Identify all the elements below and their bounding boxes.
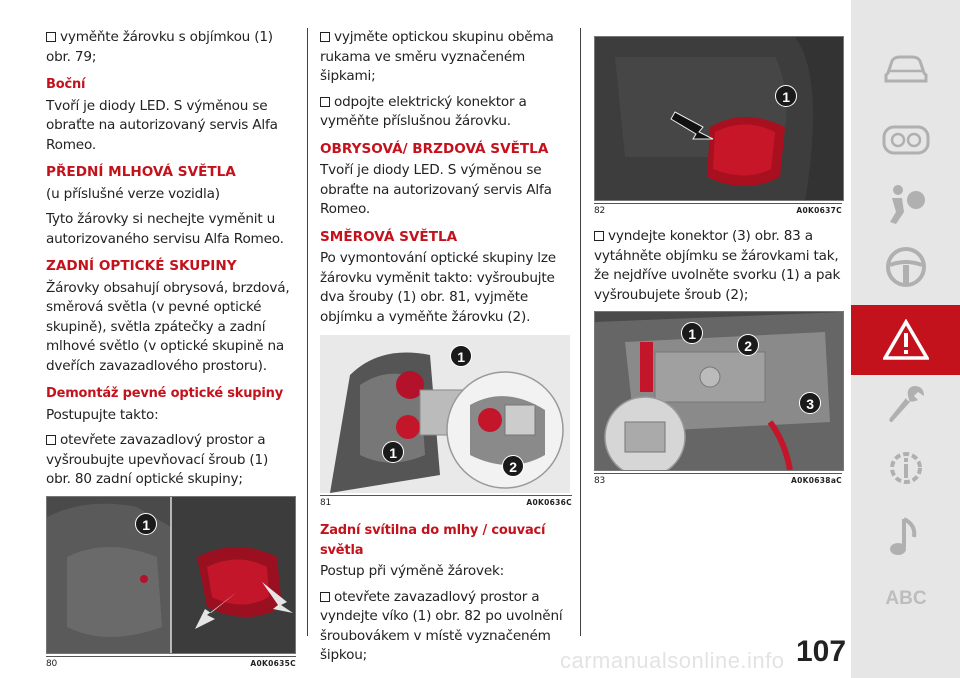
- figure-number: 81: [320, 498, 332, 508]
- figure-80-illustration: [47, 497, 296, 654]
- watermark: carmanualsonline.info: [560, 648, 785, 673]
- column-3: [594, 36, 842, 487]
- paragraph: Postupujte takto:: [46, 406, 159, 423]
- figure-81-illustration: [320, 335, 570, 493]
- paragraph: Po vymontování optické skupiny lze žárovku vyměnit takto: vyšroubujte dva šrouby (1) obr. 81, vyjměte objímku a vyměňte žárovku (2).: [320, 250, 556, 325]
- airbag-icon[interactable]: [881, 182, 931, 226]
- dashboard-icon[interactable]: [881, 118, 931, 162]
- column-divider: [580, 28, 581, 636]
- gear-info-icon[interactable]: [881, 446, 931, 490]
- chapter-sidebar: [851, 0, 960, 678]
- callout-1: 1: [135, 513, 157, 535]
- figure-83: [594, 311, 844, 471]
- wrench-icon[interactable]: [881, 382, 931, 426]
- callout-2: 2: [737, 334, 759, 356]
- section-heading: Boční: [46, 77, 86, 92]
- paragraph: (u příslušné verze vozidla): [46, 185, 220, 202]
- figure-number: 83: [594, 476, 606, 486]
- figure-code: A0K0636C: [526, 498, 572, 507]
- section-heading: OBRYSOVÁ/ BRZDOVÁ SVĚTLA: [320, 140, 549, 157]
- callout-1: 1: [382, 441, 404, 463]
- figure-number: 80: [46, 658, 58, 669]
- figure-82-illustration: [595, 37, 843, 201]
- callout-2: 2: [502, 455, 524, 477]
- section-heading: ZADNÍ OPTICKÉ SKUPINY: [46, 258, 237, 274]
- warning-triangle-icon[interactable]: [881, 318, 931, 362]
- bullet-text: otevřete zavazadlový prostor a vyndejte víko (1) obr. 82 po uvolnění šroubovákem v místě vyznačeném šipkou;: [320, 588, 563, 663]
- page-number: 107: [796, 635, 847, 668]
- paragraph: Postup při výměně žárovek:: [320, 563, 505, 579]
- section-heading: Zadní svítilna do mlhy / couvací světla: [320, 523, 546, 558]
- steering-wheel-icon[interactable]: [881, 245, 931, 289]
- bullet-text: vyměňte žárovku s objímkou (1) obr. 79;: [46, 29, 273, 65]
- figure-82: [594, 36, 844, 201]
- car-icon[interactable]: [881, 48, 931, 92]
- callout-1: 1: [681, 322, 703, 344]
- bullet-text: vyndejte konektor (3) obr. 83 a vytáhněte objímku se žárovkami tak, že nejdříve uvolněte svorku (1) a pak vyšroubujete šroub (2);: [594, 228, 841, 303]
- figure-caption: [46, 656, 296, 670]
- figure-code: A0K0637C: [796, 206, 842, 215]
- checkbox-bullet-icon: [46, 435, 56, 445]
- paragraph: Žárovky obsahují obrysová, brzdová, směrová světla (v pevné optické skupině), světla zpátečky a zadní mlhové světlo (v optické skupině na dveřích zavazadlového prostoru).: [46, 279, 290, 374]
- figure-caption: [320, 495, 572, 509]
- bullet-text: vyjměte optickou skupinu oběma rukama ve směru vyznačeném šipkami;: [320, 29, 554, 84]
- figure-80: [46, 496, 296, 654]
- callout-3: 3: [799, 392, 821, 414]
- paragraph: Tyto žárovky si nechejte vyměnit u autorizovaného servisu Alfa Romeo.: [46, 211, 284, 247]
- column-divider: [307, 28, 308, 636]
- column-2: [320, 28, 572, 672]
- figure-number: 82: [594, 206, 606, 216]
- bullet-text: odpojte elektrický konektor a vyměňte příslušnou žárovku.: [320, 93, 527, 129]
- column-1: [46, 28, 296, 670]
- checkbox-bullet-icon: [320, 32, 330, 42]
- figure-code: A0K0638aC: [791, 476, 842, 485]
- paragraph: Tvoří je diody LED. S výměnou se obraťte na autorizovaný servis Alfa Romeo.: [320, 162, 552, 217]
- figure-81: [320, 335, 570, 493]
- section-heading: SMĚROVÁ SVĚTLA: [320, 228, 458, 245]
- index-abc-label[interactable]: ABC: [885, 588, 927, 609]
- figure-caption: [594, 203, 842, 217]
- section-heading: Demontáž pevné optické skupiny: [46, 386, 283, 401]
- paragraph: Tvoří je diody LED. S výměnou se obraťte na autorizovaný servis Alfa Romeo.: [46, 97, 278, 153]
- music-note-icon[interactable]: [881, 515, 931, 559]
- checkbox-bullet-icon: [594, 231, 604, 241]
- figure-code: A0K0635C: [250, 658, 296, 668]
- figure-caption: [594, 473, 842, 487]
- checkbox-bullet-icon: [320, 97, 330, 107]
- callout-1: 1: [775, 85, 797, 107]
- checkbox-bullet-icon: [46, 32, 56, 42]
- checkbox-bullet-icon: [320, 592, 330, 602]
- bullet-text: otevřete zavazadlový prostor a vyšroubujte upevňovací šroub (1) obr. 80 zadní optické skupiny;: [46, 432, 269, 487]
- section-heading: PŘEDNÍ MLHOVÁ SVĚTLA: [46, 164, 236, 180]
- callout-1: 1: [450, 345, 472, 367]
